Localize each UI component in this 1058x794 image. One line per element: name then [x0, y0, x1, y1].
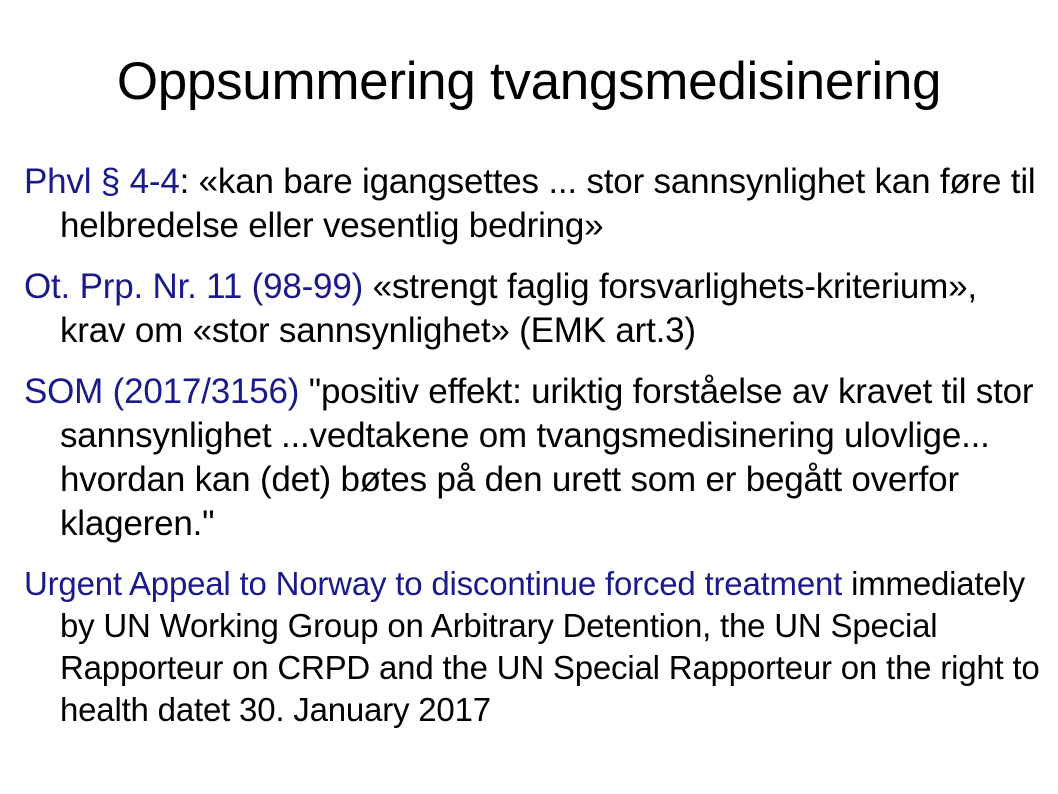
bullet-lead: Phvl § 4-4: [24, 162, 180, 201]
bullet-urgent-appeal: [24, 563, 1044, 731]
bullet-som: [24, 370, 1044, 546]
bullet-lead: SOM (2017/3156): [24, 372, 300, 411]
bullet-ot-prp: [24, 265, 1044, 353]
bullet-list: [24, 160, 1044, 748]
bullet-text: : «kan bare igangsettes ... stor sannsynlighet kan føre til helbredelse eller vesentlig bedring»: [60, 162, 1036, 245]
bullet-phvl: [24, 160, 1044, 248]
bullet-lead: Urgent Appeal to Norway to discontinue forced treatment: [24, 565, 843, 602]
bullet-text: "positiv effekt: uriktig forståelse av kravet til stor sannsynlighet ...vedtakene om tvangsmedisinering ulovlige... hvordan kan (det) bøtes på den urett som er begått overfor klageren.": [60, 372, 1034, 543]
bullet-lead: Ot. Prp. Nr. 11 (98-99): [24, 267, 364, 306]
bullet-text: «strengt faglig forsvarlighets-kriterium», krav om «stor sannsynlighet» (EMK art.3): [60, 267, 977, 350]
bullet-text: immediately by UN Working Group on Arbitrary Detention, the UN Special Rapporteur on CRPD and the UN Special Rapporteur on the right to health datet 30. January 2017: [60, 565, 1040, 728]
slide-title: Oppsummering tvangsmedisinering: [116, 52, 942, 111]
